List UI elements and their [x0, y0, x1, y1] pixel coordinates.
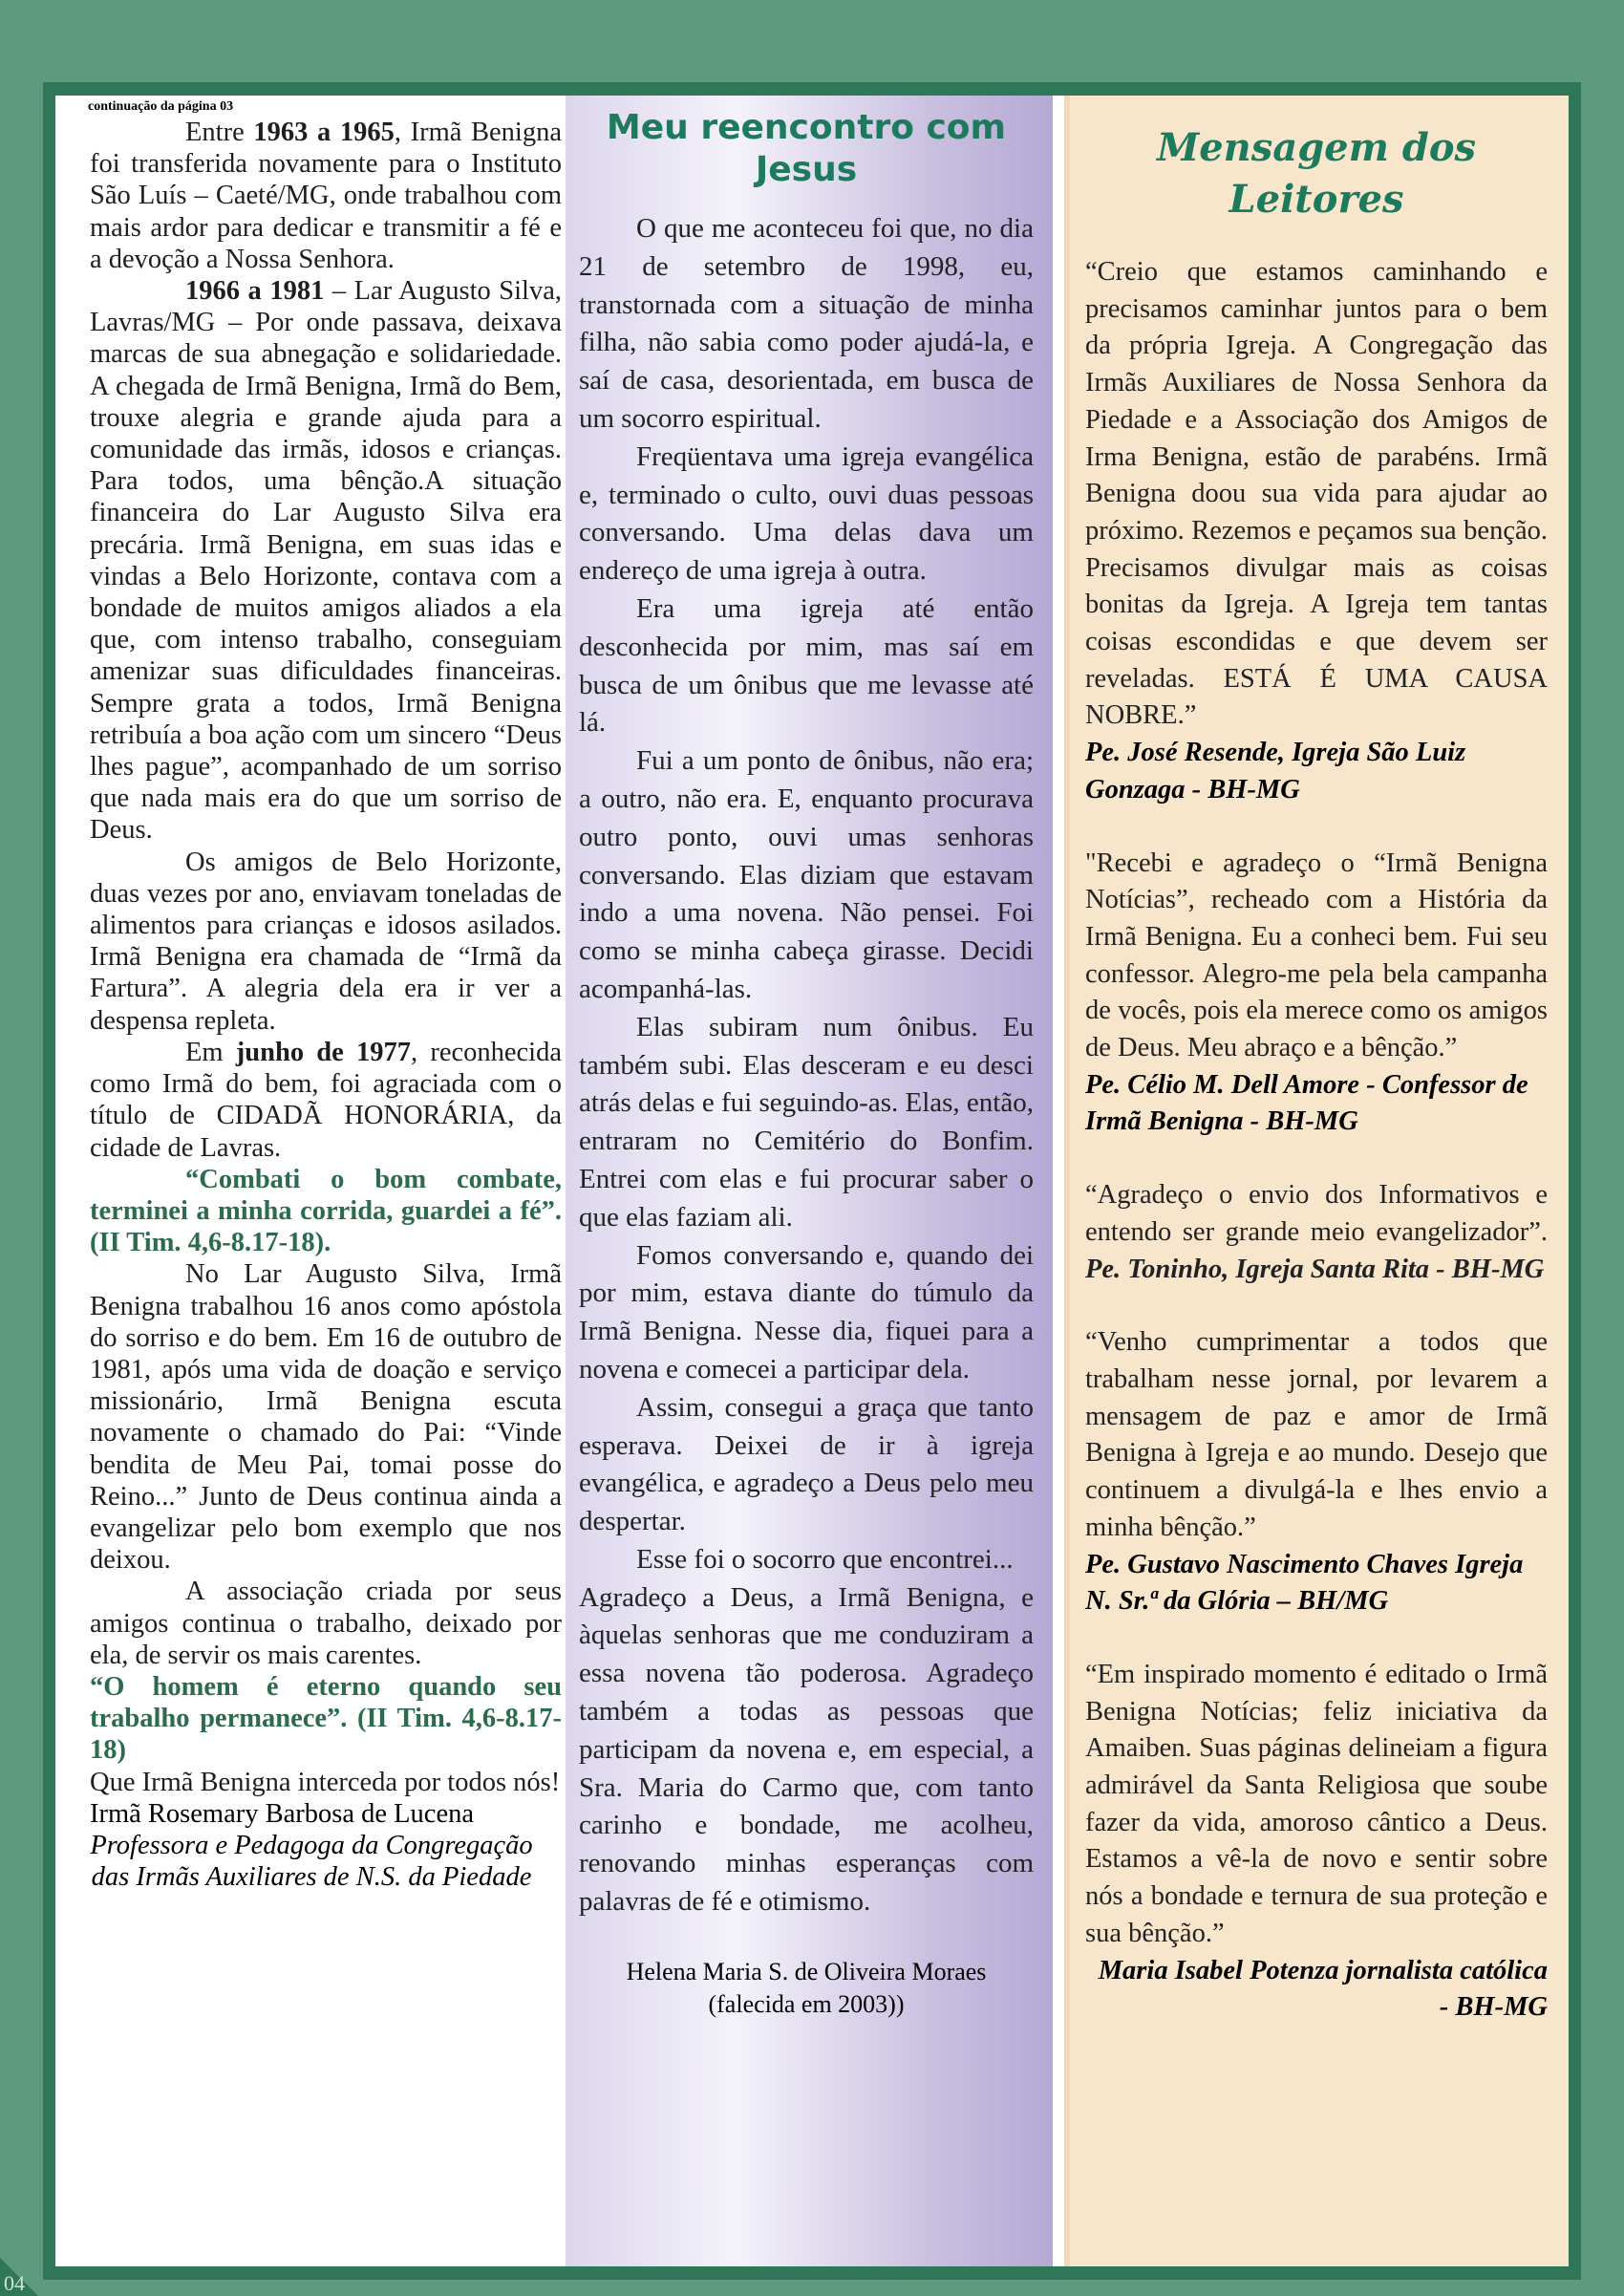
- testimony-paragraph: Freqüentava uma igreja evangélica e, terminado o culto, ouvi duas pessoas conversando. Uma delas dava um endereço de uma igreja à outra.: [579, 440, 1034, 587]
- message-author: Pe. José Resende, Igreja São Luiz Gonzaga - BH-MG: [1085, 738, 1466, 805]
- page-number: 04: [4, 2271, 25, 2295]
- readers-title-line1: Mensagem dos: [1156, 125, 1477, 170]
- testimony-title: Meu reencontro com Jesus: [606, 108, 1007, 189]
- testimony-signature: [579, 1956, 1034, 2021]
- biography-paragraph: Em junho de 1977, reconhecida como Irmã do bem, foi agraciada com o título de CIDADÃ HONORÁRIA, da cidade de Lavras.: [90, 1037, 563, 1163]
- message-spacer: [1085, 809, 1548, 846]
- message-text: “Venho cumprimentar a todos que trabalham nesse jornal, por levarem a mensagem de paz e amor de Irmã Benigna à Igreja e ao mundo. Desejo que continuem a divulgá-la e lhes envio a minha bênção.”: [1085, 1327, 1548, 1542]
- column-testimony: [566, 96, 1053, 2266]
- reader-message: [1085, 846, 1548, 1142]
- reader-message: [1085, 1657, 1548, 2027]
- reader-messages-list: [1085, 254, 1548, 2027]
- testimony-paragraph: Elas subiram num ônibus. Eu também subi. Elas desceram e eu desci atrás delas e fui seguindo-as. Elas, então, entraram no Cemitério do Bonfim. Entrei com elas e fui procurar saber o que elas faziam ali.: [579, 1011, 1034, 1233]
- testimony-paragraph: Esse foi o socorro que encontrei...: [636, 1543, 1014, 1575]
- testimony-paragraph: Agradeço a Deus, a Irmã Benigna, e àquelas senhoras que me conduziram a essa novena tão poderosa. Agradeço também a todas as pessoas que participam da novena e, em especial, a Sra. Maria do Carmo que, com tanto carinho e bondade, me acolheu, renovando minhas esperanças com palavras de fé e otimismo.: [579, 1581, 1034, 1918]
- testimony-note: (falecida em 2003)): [708, 1989, 905, 2018]
- message-author: Pe. Célio M. Dell Amore - Confessor de Irmã Benigna - BH-MG: [1085, 1069, 1528, 1137]
- message-author: Pe. Gustavo Nascimento Chaves Igreja N. Sr.ª da Glória – BH/MG: [1085, 1549, 1524, 1617]
- message-text: “Agradeço o envio dos Informativos e entendo ser grande meio evangelizador”. Pe. Toninho, Igreja Santa Rita - BH-MG: [1085, 1180, 1548, 1284]
- testimony-paragraph: Fomos conversando e, quando dei por mim, estava diante do túmulo da Irmã Benigna. Nesse dia, fiquei para a novena e comecei a participar dela.: [579, 1239, 1034, 1384]
- testimony-paragraph: Assim, consegui a graça que tanto esperava. Deixei de ir à igreja evangélica, e agradeço a Deus pelo meu despertar.: [579, 1391, 1034, 1537]
- testimony-body: [579, 210, 1034, 1921]
- message-author: Pe. Toninho, Igreja Santa Rita - BH-MG: [1085, 1254, 1545, 1284]
- column-biography: [55, 96, 562, 2266]
- testimony-paragraph: Era uma igreja até então desconhecida por mim, mas saí em busca de um ônibus que me levasse até lá.: [579, 592, 1034, 739]
- testimony-author: Helena Maria S. de Oliveira Moraes: [626, 1957, 987, 1985]
- message-text: “Em inspirado momento é editado o Irmã Benigna Notícias; feliz iniciativa da Amaiben. Suas páginas delineiam a figura admirável da Santa Religiosa que soube fazer da vida, amoroso cântico a Deus. Estamos a vê-la de novo e sentir sobre nós a bondade e ternura de sua proteção e sua bênção.”: [1085, 1659, 1548, 1948]
- readers-title-line2: Leitores: [1229, 177, 1404, 222]
- continuation-note: continuação da página 03: [88, 99, 234, 114]
- column-reader-messages: [1064, 96, 1569, 2266]
- biography-paragraph: Que Irmã Benigna interceda por todos nós!: [90, 1767, 561, 1797]
- scripture-quote: “O homem é eterno quando seu trabalho permanece”. (II Tim. 4,6-8.17-18): [90, 1671, 562, 1766]
- testimony-paragraph: O que me aconteceu foi que, no dia 21 de setembro de 1998, eu, transtornada com a situação de minha filha, não sabia como poder ajudá-la, e saí de casa, desorientada, em busca de um socorro espiritual.: [579, 213, 1034, 434]
- author-role: Professora e Pedagoga da Congregação das Irmãs Auxiliares de N.S. da Piedade: [90, 1830, 533, 1893]
- message-spacer: [1085, 1288, 1548, 1324]
- reader-message: [1085, 254, 1548, 809]
- biography-body: [90, 117, 562, 1798]
- biography-paragraph: No Lar Augusto Silva, Irmã Benigna trabalhou 16 anos como apóstola do sorriso e do bem. Em 16 de outubro de 1981, após uma vida de doação e serviço missionário, Irmã Benigna escuta novamente o chamado do Pai: “Vinde bendita de Meu Pai, tomai posse do Reino...” Junto de Deus continua ainda a evangelizar pelo bom exemplo que nos deixou.: [90, 1259, 562, 1576]
- message-spacer: [1085, 1620, 1548, 1657]
- biography-paragraph: A associação criada por seus amigos continua o trabalho, deixado por ela, de servir os mais carentes.: [90, 1577, 562, 1670]
- readers-title: [1085, 122, 1548, 225]
- biography-paragraph: Entre 1963 a 1965, Irmã Benigna foi transferida novamente para o Instituto São Luís – Caeté/MG, onde trabalhou com mais ardor para dedicar e transmitir a fé e a devoção a Nossa Senhora.: [90, 118, 562, 274]
- biography-paragraph: 1966 a 1981 – Lar Augusto Silva, Lavras/MG – Por onde passava, deixava marcas de sua abnegação e solidariedade. A chegada de Irmã Benigna, Irmã do Bem, trouxe alegria e grande ajuda para a comunidade das irmãs, idosos e crianças. Para todos, uma bênção.A situação financeira do Lar Augusto Silva era precária. Irmã Benigna, em suas idas e vindas a Belo Horizonte, contava com a bondade de muitos amigos aliados a ela que, com intenso trabalho, conseguiam amenizar suas dificuldades financeiras. Sempre grata a todos, Irmã Benigna retribuía a boa ação com um sincero “Deus lhes pague”, acompanhado de um sorriso que nada mais era do que um sorriso de Deus.: [90, 276, 563, 846]
- testimony-paragraph: Fui a um ponto de ônibus, não era; a outro, não era. E, enquanto procurava outro ponto, ouvi umas senhoras conversando. Elas diziam que estavam indo a uma novena. Não pensei. Foi como se minha cabeça girasse. Decidi acompanhá-las.: [579, 745, 1034, 1004]
- message-text: "Recebi e agradeço o “Irmã Benigna Notícias”, recheado com a História da Irmã Benigna. Eu a conheci bem. Fui seu confessor. Alegro-me pela bela campanha de vocês, pois ela merece como os amigos de Deus. Meu abraço e a bênção.”: [1085, 848, 1548, 1063]
- author-name: Irmã Rosemary Barbosa de Lucena: [90, 1798, 475, 1829]
- biography-paragraph: Os amigos de Belo Horizonte, duas vezes por ano, enviavam toneladas de alimentos para crianças e idosos asilados. Irmã Benigna era chamada de “Irmã da Fartura”. A alegria dela era ir ver a despensa repleta.: [90, 847, 562, 1036]
- reader-message: [1085, 1177, 1548, 1288]
- reader-message: [1085, 1324, 1548, 1620]
- message-spacer: [1085, 1141, 1548, 1177]
- message-author: Maria Isabel Potenza jornalista católica - BH-MG: [1098, 1955, 1548, 2023]
- message-text: “Creio que estamos caminhando e precisamos caminhar juntos para o bem da própria Igreja. A Congregação das Irmãs Auxiliares de Nossa Senhora da Piedade e a Associação dos Amigos de Irma Benigna, estão de parabéns. Irmã Benigna doou sua vida para ajudar ao próximo. Rezemos e peçamos sua benção. Precisamos divulgar mais as coisas bonitas da Igreja. A Igreja tem tantas coisas escondidas e que devem ser reveladas. ESTÁ É UMA CAUSA NOBRE.”: [1085, 257, 1548, 731]
- scripture-quote: “Combati o bom combate, terminei a minha corrida, guardei a fé”. (II Tim. 4,6-8.17-18).: [90, 1164, 562, 1258]
- newsletter-page: [55, 96, 1569, 2266]
